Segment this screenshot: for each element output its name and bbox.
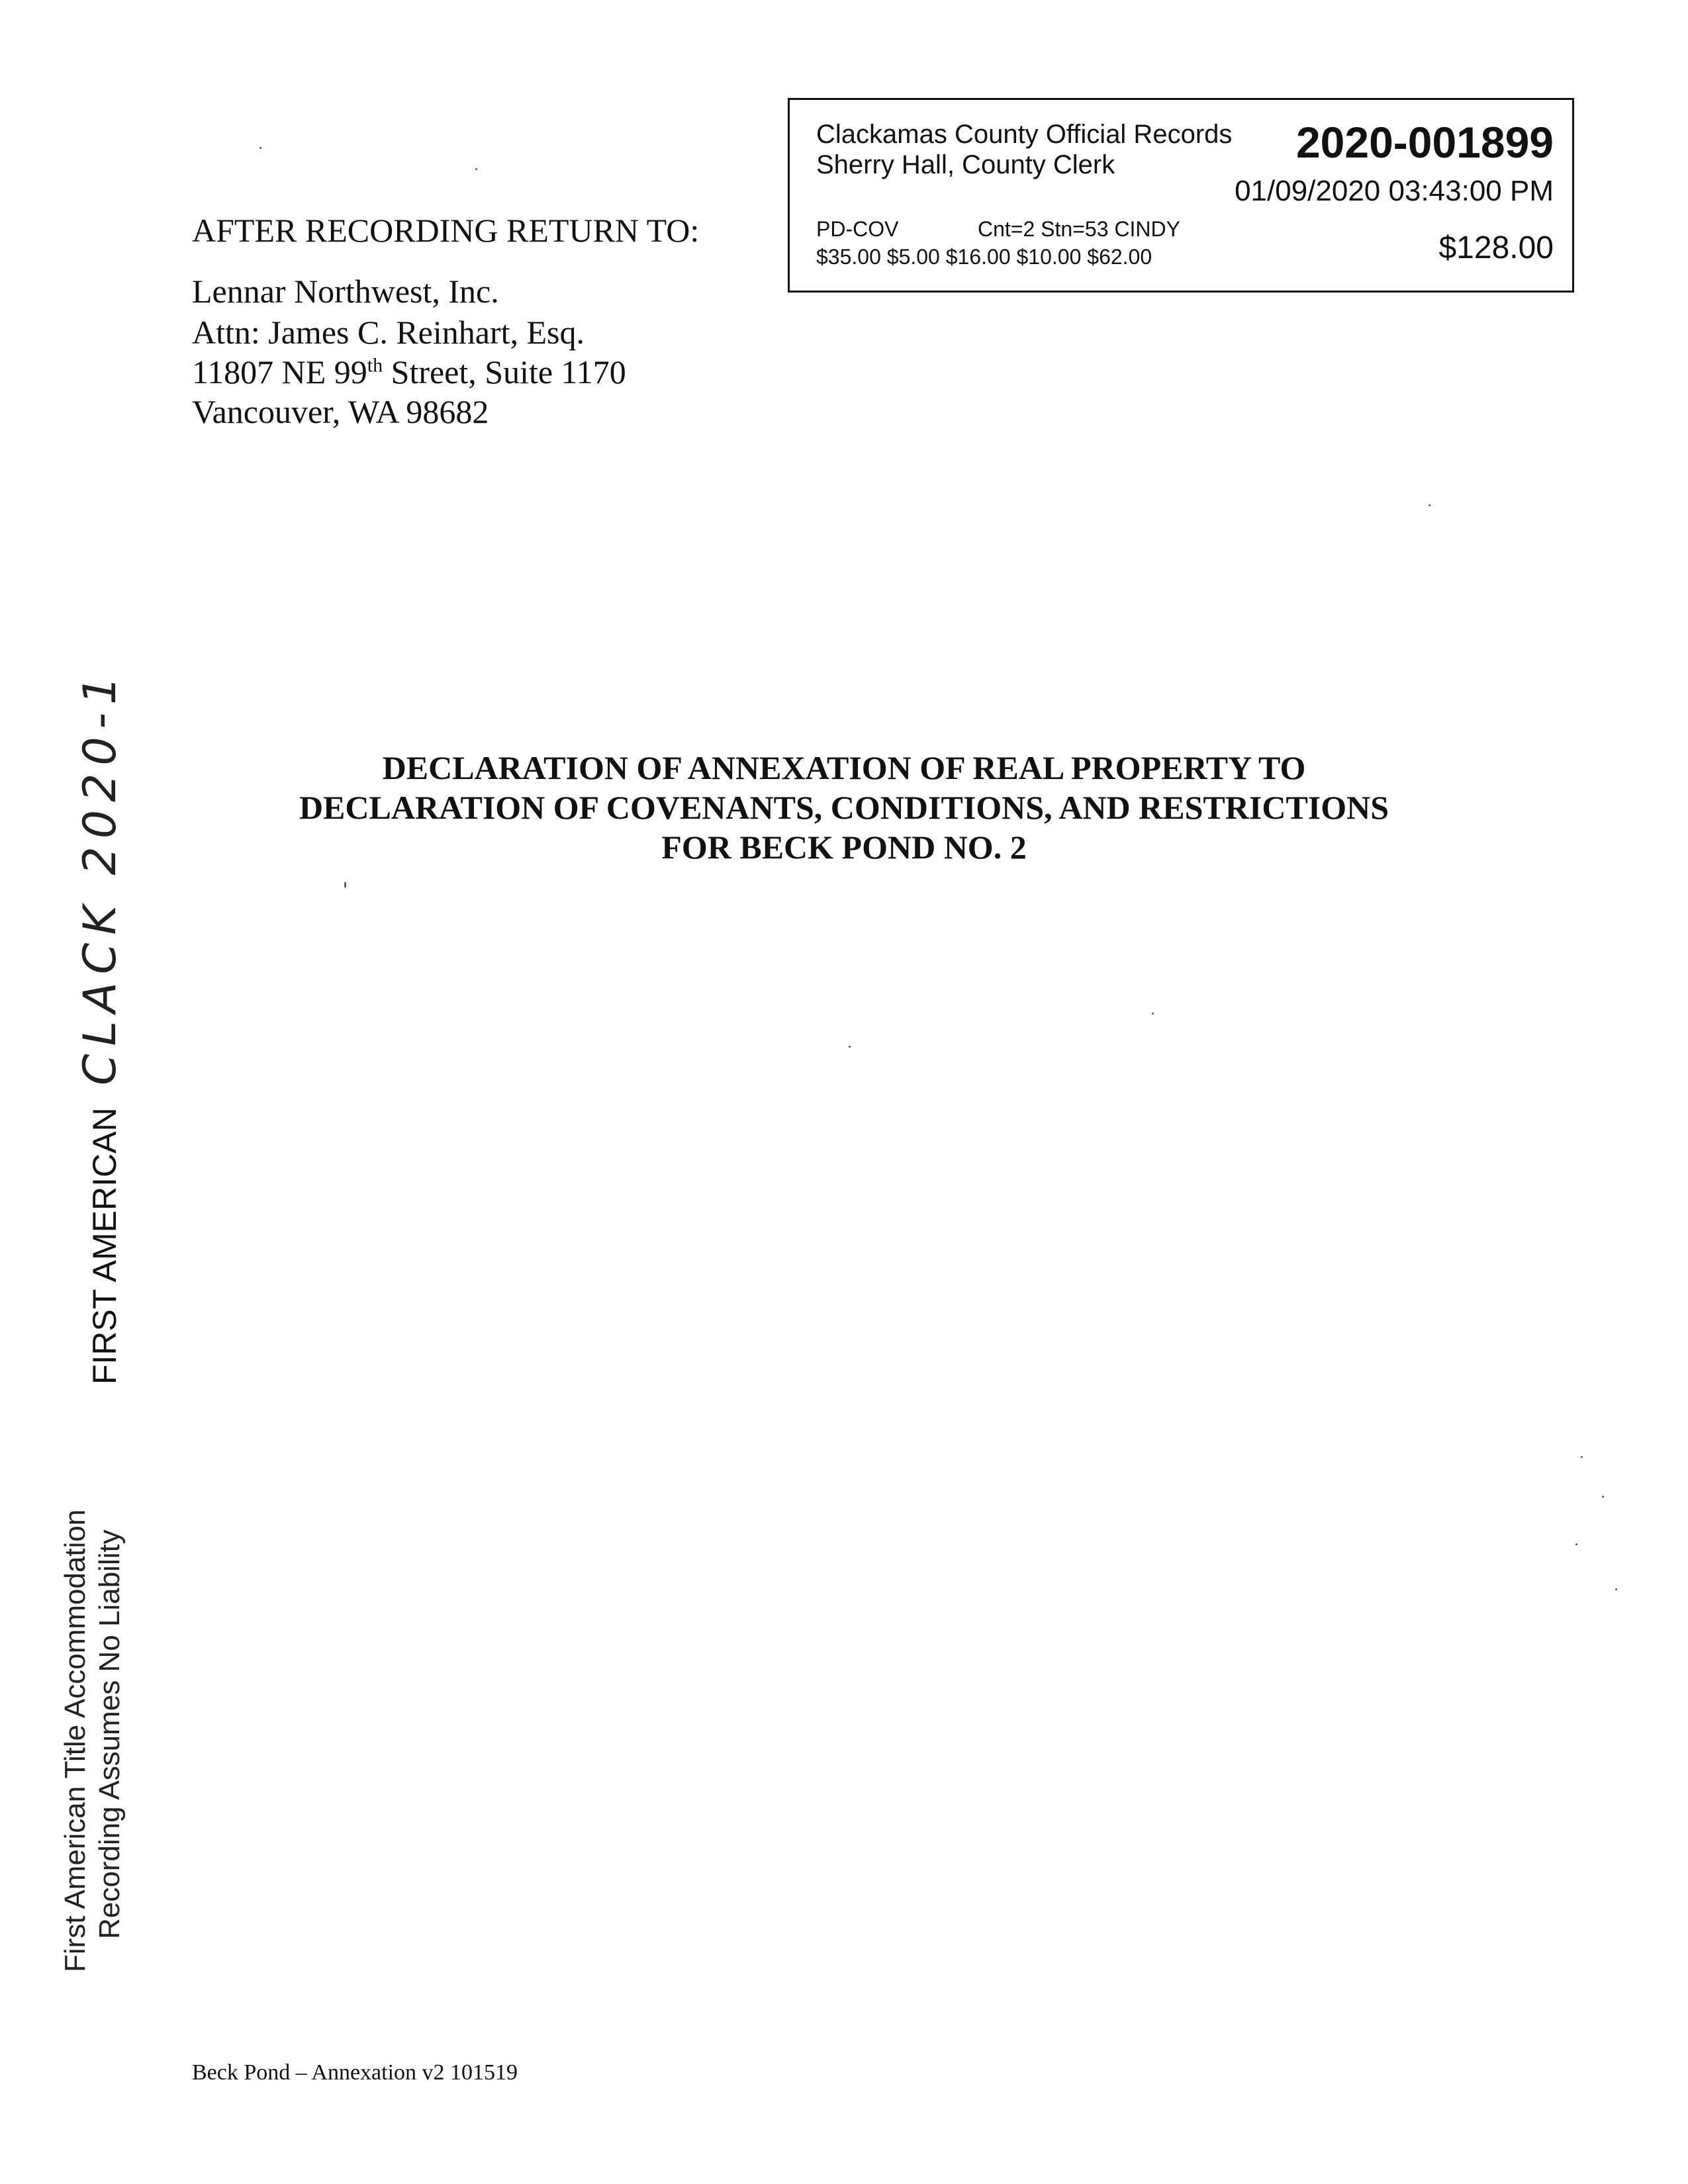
stamp-doc-code: PD-COV [816,217,899,241]
handwritten-side-note: CLACK 2020-1 [74,668,126,1085]
accommodation-line-2: Recording Assumes No Liability [93,1529,126,1939]
title-line-3: FOR BECK POND NO. 2 [661,829,1027,866]
scan-speck [1575,1543,1577,1545]
street-suffix: th [367,354,383,377]
stamp-recorded-datetime: 01/09/2020 03:43:00 PM [1235,175,1554,207]
return-to-heading: AFTER RECORDING RETURN TO: [192,212,700,249]
return-to-street [192,352,626,392]
scan-speck [475,168,477,170]
stamp-count-station: Cnt=2 Stn=53 CINDY [978,217,1180,241]
return-to-company: Lennar Northwest, Inc. [192,273,499,310]
accommodation-line-1: First American Title Accommodation [59,1509,91,1972]
stamp-clerk: Sherry Hall, County Clerk [816,150,1115,179]
street-rest: Street, Suite 1170 [383,353,626,390]
scan-speck [344,882,346,888]
return-to-attn: Attn: James C. Reinhart, Esq. [192,314,585,351]
title-line-2: DECLARATION OF COVENANTS, CONDITIONS, AND RESTRICTIONS [299,789,1389,826]
scan-speck [1602,1496,1604,1498]
first-american-side-label: FIRST AMERICAN [86,1107,123,1385]
scan-speck [849,1046,851,1048]
stamp-document-number: 2020-001899 [1295,118,1554,167]
stamp-total: $128.00 [1438,230,1554,265]
return-to-city: Vancouver, WA 98682 [192,393,489,430]
footer-doc-ref: Beck Pond – Annexation v2 101519 [192,2060,518,2085]
scan-speck [1429,504,1430,506]
scan-speck [259,147,261,149]
scan-speck [1581,1456,1583,1458]
scan-speck [1152,1013,1154,1015]
street-number: 11807 NE 99 [192,353,367,390]
recording-stamp [788,98,1574,293]
title-line-1: DECLARATION OF ANNEXATION OF REAL PROPERTY TO [382,749,1306,786]
scan-speck [1615,1588,1617,1590]
stamp-county-records: Clackamas County Official Records [816,120,1233,149]
stamp-fees: $35.00 $5.00 $16.00 $10.00 $62.00 [816,245,1152,269]
